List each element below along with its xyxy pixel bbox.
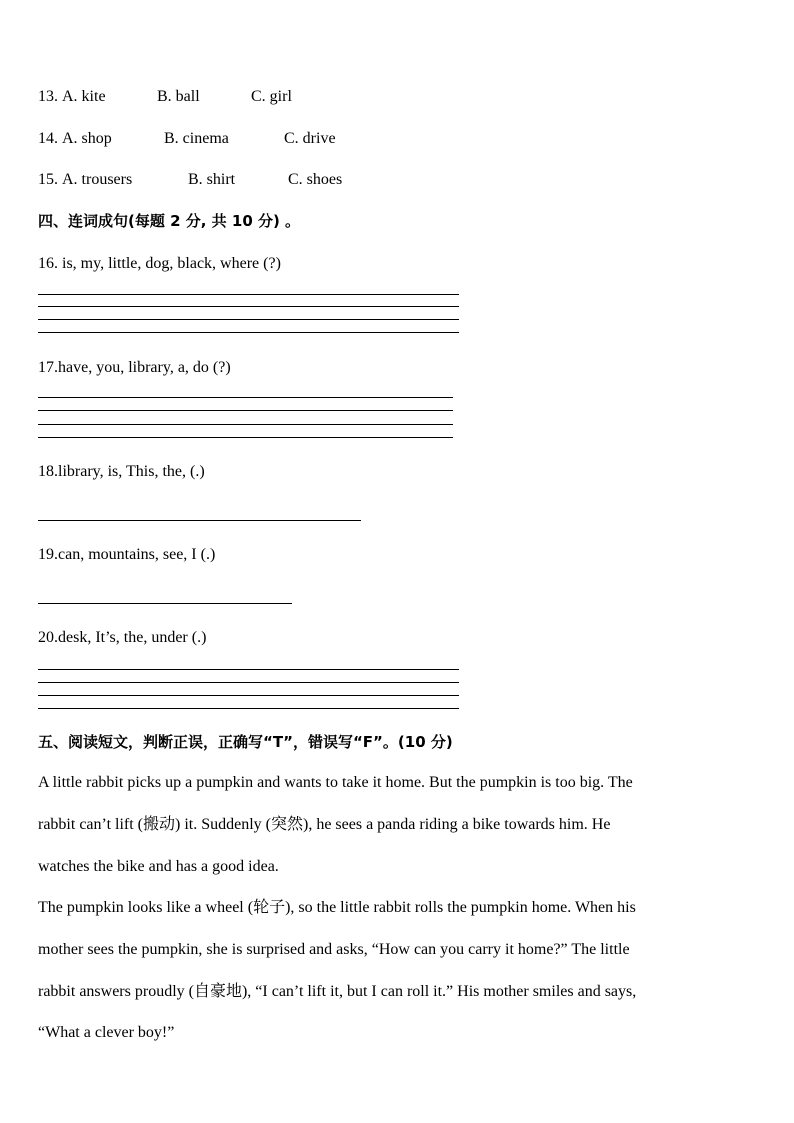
passage-line-2: rabbit can’t lift (搬动) it. Suddenly (突然), he sees a panda riding a bike towards him. He [38,816,611,833]
answer-line [38,294,459,295]
option-b: B. shirt [188,171,236,188]
answer-line [38,437,453,438]
question-17-prompt: 17.have, you, library, a, do (?) [38,359,231,376]
option-a: A. trousers [62,171,133,188]
passage-line-7: “What a clever boy!” [38,1024,175,1041]
option-b: B. cinema [164,130,229,147]
passage-line-6: rabbit answers proudly (自豪地), “I can’t lift it, but I can roll it.” His mother smiles and says, [38,983,637,1000]
answer-line [38,695,459,696]
passage-line-5: mother sees the pumpkin, she is surprised and asks, “How can you carry it home?” The little [38,941,630,958]
option-b: B. ball [157,88,200,105]
passage-line-4: The pumpkin looks like a wheel (轮子), so the little rabbit rolls the pumpkin home. When his [38,899,636,916]
answer-line [38,306,459,307]
question-number: 13. [38,88,58,105]
passage-line-1: A little rabbit picks up a pumpkin and wants to take it home. But the pumpkin is too big. The [38,774,633,791]
question-14 [38,129,336,149]
option-c: C. shoes [288,171,343,188]
answer-line [38,520,361,521]
answer-line [38,424,453,425]
answer-line [38,708,459,709]
answer-line [38,319,459,320]
option-c: C. drive [284,130,336,147]
answer-line [38,332,459,333]
answer-line [38,603,292,604]
option-c: C. girl [251,88,292,105]
question-13 [38,87,292,107]
answer-line [38,397,453,398]
answer-line [38,682,459,683]
passage-line-3: watches the bike and has a good idea. [38,858,279,875]
section-4-heading: 四、连词成句(每题 2 分, 共 10 分) 。 [38,212,301,230]
question-20-prompt: 20.desk, It’s, the, under (.) [38,629,207,646]
option-a: A. kite [62,88,106,105]
question-16-prompt: 16. is, my, little, dog, black, where (?) [38,255,281,272]
section-5-heading: 五、阅读短文，判断正误，正确写“T”，错误写“F”。(10 分) [38,733,453,751]
question-number: 14. [38,130,58,147]
answer-line [38,669,459,670]
question-number: 15. [38,171,58,188]
question-18-prompt: 18.library, is, This, the, (.) [38,463,205,480]
question-15 [38,170,342,190]
option-a: A. shop [62,130,112,147]
question-19-prompt: 19.can, mountains, see, I (.) [38,546,216,563]
answer-line [38,410,453,411]
